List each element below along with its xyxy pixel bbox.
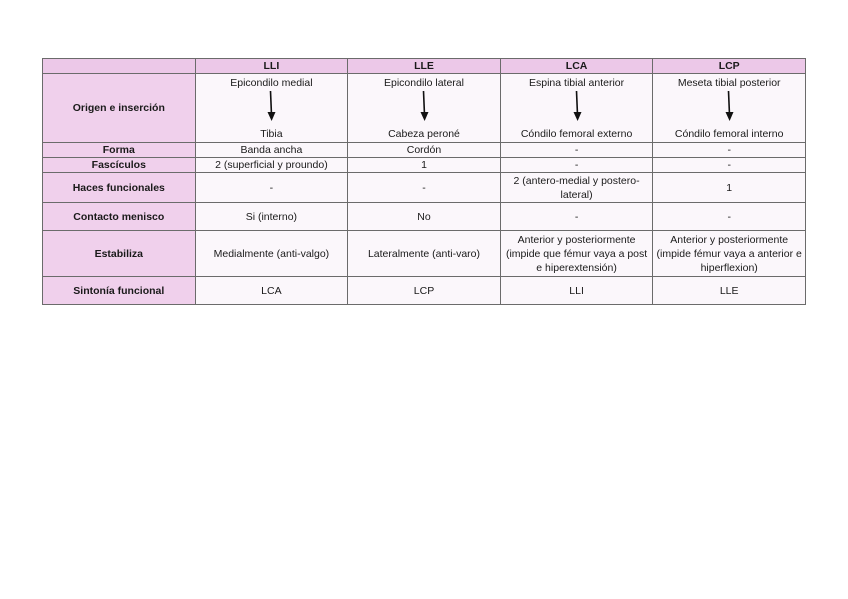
origin-text: Espina tibial anterior: [529, 77, 625, 89]
table-row-haces-funcionales: [43, 173, 806, 203]
table-cell: -: [500, 158, 653, 173]
header-lca: LCA: [500, 59, 653, 74]
arrow-down-icon: [571, 91, 583, 121]
row-label-origen-insercion: Origen e inserción: [43, 74, 196, 143]
row-label-fasciculos: Fascículos: [43, 158, 196, 173]
table-cell: Banda ancha: [195, 143, 348, 158]
table-cell: Lateralmente (anti-varo): [348, 231, 501, 277]
ligament-comparison-table: [42, 58, 806, 305]
insertion-text: Cóndilo femoral externo: [520, 128, 633, 140]
origin-text: Epicondilo lateral: [384, 77, 464, 89]
table-cell: LLI: [500, 277, 653, 305]
table-cell: -: [500, 143, 653, 158]
arrow-down-icon: [723, 91, 735, 121]
table-cell: Anterior y posteriormente (impide que fémur vaya a post e hiperextensión): [500, 231, 653, 277]
row-label-sintonia-funcional: Sintonía funcional: [43, 277, 196, 305]
table-cell: -: [348, 173, 501, 203]
table-cell: Medialmente (anti-valgo): [195, 231, 348, 277]
table-header-row: [43, 59, 806, 74]
table-cell: 1: [653, 173, 806, 203]
insertion-text: Cóndilo femoral interno: [674, 128, 784, 140]
table-cell: 2 (superficial y proundo): [195, 158, 348, 173]
table-cell: LLE: [653, 277, 806, 305]
table-cell: -: [653, 203, 806, 231]
insertion-text: Cabeza peroné: [388, 128, 460, 140]
table-row-fasciculos: [43, 158, 806, 173]
row-label-haces-funcionales: Haces funcionales: [43, 173, 196, 203]
row-label-forma: Forma: [43, 143, 196, 158]
header-lli: LLI: [195, 59, 348, 74]
cell-origin-lli: [195, 74, 348, 143]
table-row-estabiliza: [43, 231, 806, 277]
table-cell: Si (interno): [195, 203, 348, 231]
table-cell: -: [500, 203, 653, 231]
table-cell: LCP: [348, 277, 501, 305]
cell-origin-lcp: [653, 74, 806, 143]
table-cell: No: [348, 203, 501, 231]
table-cell: -: [195, 173, 348, 203]
cell-origin-lle: [348, 74, 501, 143]
table-cell: -: [653, 158, 806, 173]
table-cell: Anterior y posteriormente (impide fémur vaya a anterior e hiperflexion): [653, 231, 806, 277]
table-cell: Cordón: [348, 143, 501, 158]
arrow-down-icon: [418, 91, 430, 121]
row-label-estabiliza: Estabiliza: [43, 231, 196, 277]
table-row-contacto-menisco: [43, 203, 806, 231]
table-row-origen-insercion: [43, 74, 806, 143]
origin-text: Meseta tibial posterior: [677, 77, 781, 89]
table-row-forma: [43, 143, 806, 158]
table-cell: 1: [348, 158, 501, 173]
table-cell: 2 (antero-medial y postero-lateral): [500, 173, 653, 203]
table-cell: -: [653, 143, 806, 158]
header-lcp: LCP: [653, 59, 806, 74]
cell-origin-lca: [500, 74, 653, 143]
insertion-text: Tibia: [260, 128, 283, 140]
origin-text: Epicondilo medial: [230, 77, 313, 89]
arrow-down-icon: [265, 91, 277, 121]
header-lle: LLE: [348, 59, 501, 74]
header-corner: [43, 59, 196, 74]
row-label-contacto-menisco: Contacto menisco: [43, 203, 196, 231]
table-cell: LCA: [195, 277, 348, 305]
table-row-sintonia-funcional: [43, 277, 806, 305]
